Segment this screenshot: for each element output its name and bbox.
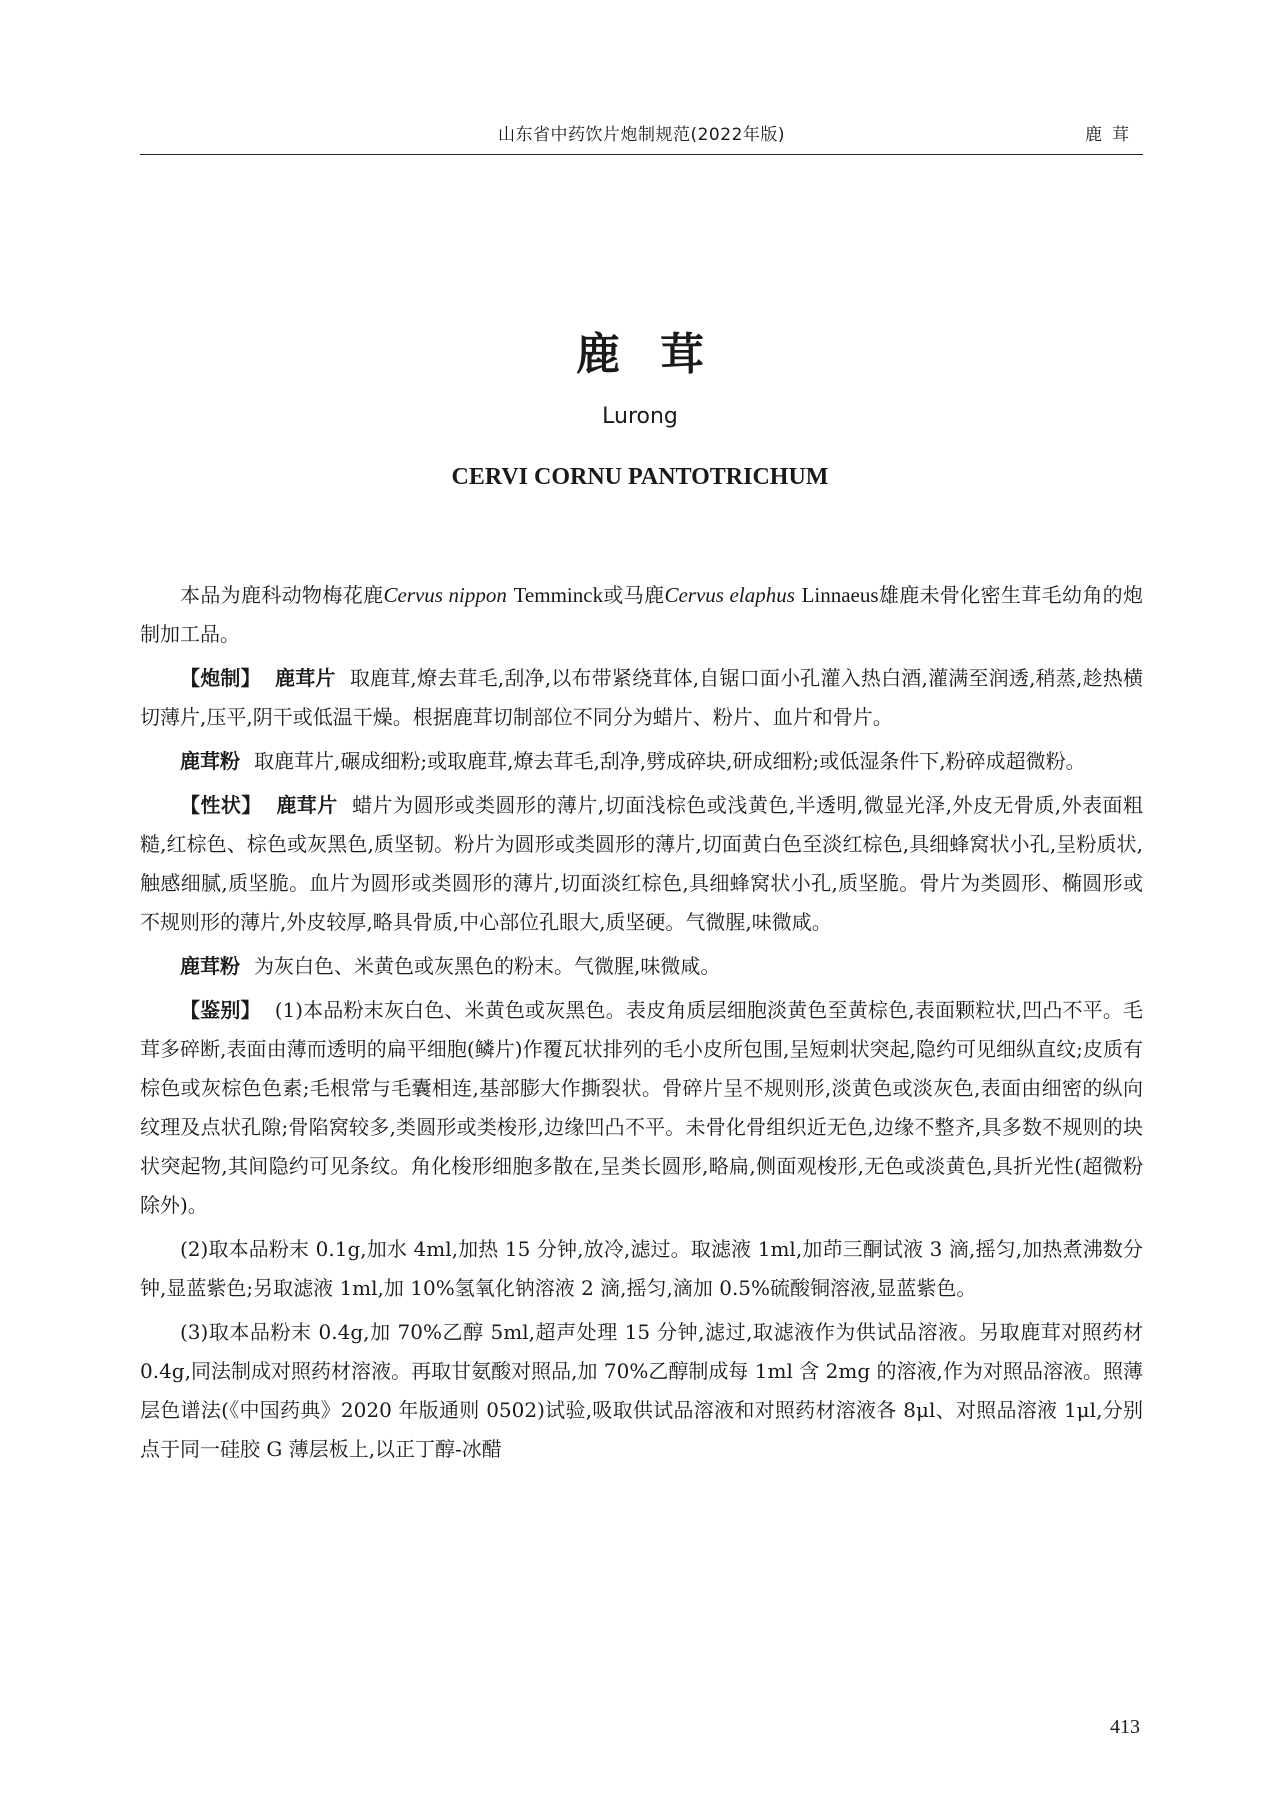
identification-paragraph-3: (3)取本品粉末 0.4g,加 70%乙醇 5ml,超声处理 15 分钟,滤过,取滤液作为供试品溶液。另取鹿茸对照药材 0.4g,同法制成对照药材溶液。再取甘氨酸对照品,加 70%乙醇制成每 1ml 含 2mg 的溶液,作为对照品溶液。照薄层色谱法(《中国药典》2020 年版通则 0502)试验,吸取供试品溶液和对照药材溶液各 8μl、对照品溶液 1μl,分别点于同一硅胶 G 薄层板上,以正丁醇-冰醋	[140, 1320, 1143, 1461]
identification-text-1: (1)本品粉末灰白色、米黄色或灰黑色。表皮角质层细胞淡黄色至黄棕色,表面颗粒状,凹凸不平。毛茸多碎断,表面由薄而透明的扁平细胞(鳞片)作覆瓦状排列的毛小皮所包围,呈短刺状突起,隐约可见细纵直纹;皮质有棕色或灰棕色色素;毛根常与毛囊相连,基部膨大作撕裂状。骨碎片呈不规则形,淡黄色或淡灰色,表面由细密的纵向纹理及点状孔隙;骨陷窝较多,类圆形或类梭形,边缘凹凸不平。未骨化骨组织近无色,边缘不整齐,具多数不规则的块状突起物,其间隐约可见条纹。角化梭形细胞多散在,呈类长圆形,略扁,侧面观梭形,无色或淡黄色,具折光性(超微粉除外)。	[140, 998, 1144, 1217]
page-number: 413	[1110, 1716, 1140, 1738]
description-paragraph-1	[140, 786, 1143, 942]
identification-paragraph-1	[140, 991, 1143, 1225]
intro-text-2: 或马鹿	[603, 583, 665, 607]
identification-paragraph-2: (2)取本品粉末 0.1g,加水 4ml,加热 15 分钟,放冷,滤过。取滤液 1ml,加茚三酮试液 3 滴,摇匀,加热煮沸数分钟,显蓝紫色;另取滤液 1ml,加 10%氢氧化钠溶液 2 滴,摇匀,滴加 0.5%硫酸铜溶液,显蓝紫色。	[140, 1237, 1143, 1300]
intro-text-1: 本品为鹿科动物梅花鹿	[180, 583, 384, 607]
header-section-title: 鹿茸	[1085, 125, 1139, 145]
description-item2-name: 鹿茸粉	[180, 954, 240, 978]
processing-item2-name: 鹿茸粉	[180, 749, 240, 773]
species-author-1: Temminck	[513, 583, 604, 607]
species-author-2: Linnaeus	[801, 583, 879, 607]
processing-item1-name: 鹿茸片	[274, 666, 336, 690]
species-name-2: Cervus elaphus	[664, 583, 795, 607]
monograph-body	[140, 576, 1143, 1474]
monograph-latin-name: CERVI CORNU PANTOTRICHUM	[451, 464, 829, 490]
identification-label: 【鉴别】	[180, 998, 261, 1022]
processing-paragraph-2	[140, 742, 1143, 781]
processing-label: 【炮制】	[180, 666, 261, 690]
species-name-1: Cervus nippon	[383, 583, 507, 607]
monograph-title: 鹿茸	[576, 329, 744, 380]
description-item2-text: 为灰白色、米黄色或灰黑色的粉末。气微腥,味微咸。	[254, 954, 721, 978]
running-header	[140, 114, 1143, 155]
processing-item1-text: 取鹿茸,燎去茸毛,刮净,以布带紧绕茸体,自锯口面小孔灌入热白酒,灌满至润透,稍蒸,趁热横切薄片,压平,阴干或低温干燥。根据鹿茸切制部位不同分为蜡片、粉片、血片和骨片。	[140, 666, 1143, 729]
header-book-title: 山东省中药饮片炮制规范(2022年版)	[497, 125, 786, 145]
description-item1-text: 蜡片为圆形或类圆形的薄片,切面浅棕色或浅黄色,半透明,微显光泽,外皮无骨质,外表面粗糙,红棕色、棕色或灰黑色,质坚韧。粉片为圆形或类圆形的薄片,切面黄白色至淡红棕色,具细蜂窝状小孔,呈粉质状,触感细腻,质坚脆。血片为圆形或类圆形的薄片,切面淡红棕色,具细蜂窝状小孔,质坚脆。骨片为类圆形、椭圆形或不规则形的薄片,外皮较厚,略具骨质,中心部位孔眼大,质坚硬。气微腥,味微咸。	[140, 793, 1143, 934]
description-paragraph-2	[140, 947, 1143, 986]
intro-text-3: 雄鹿未骨化密生茸毛幼角的炮制加工品。	[140, 583, 1144, 646]
processing-paragraph-1	[140, 659, 1143, 737]
description-item1-name: 鹿茸片	[275, 793, 338, 817]
description-label: 【性状】	[180, 793, 262, 817]
processing-item2-text: 取鹿茸片,碾成细粉;或取鹿茸,燎去茸毛,刮净,劈成碎块,研成细粉;或低湿条件下,粉碎成超微粉。	[254, 749, 1086, 773]
monograph-pinyin: Lurong	[602, 404, 678, 429]
intro-paragraph	[140, 576, 1143, 654]
